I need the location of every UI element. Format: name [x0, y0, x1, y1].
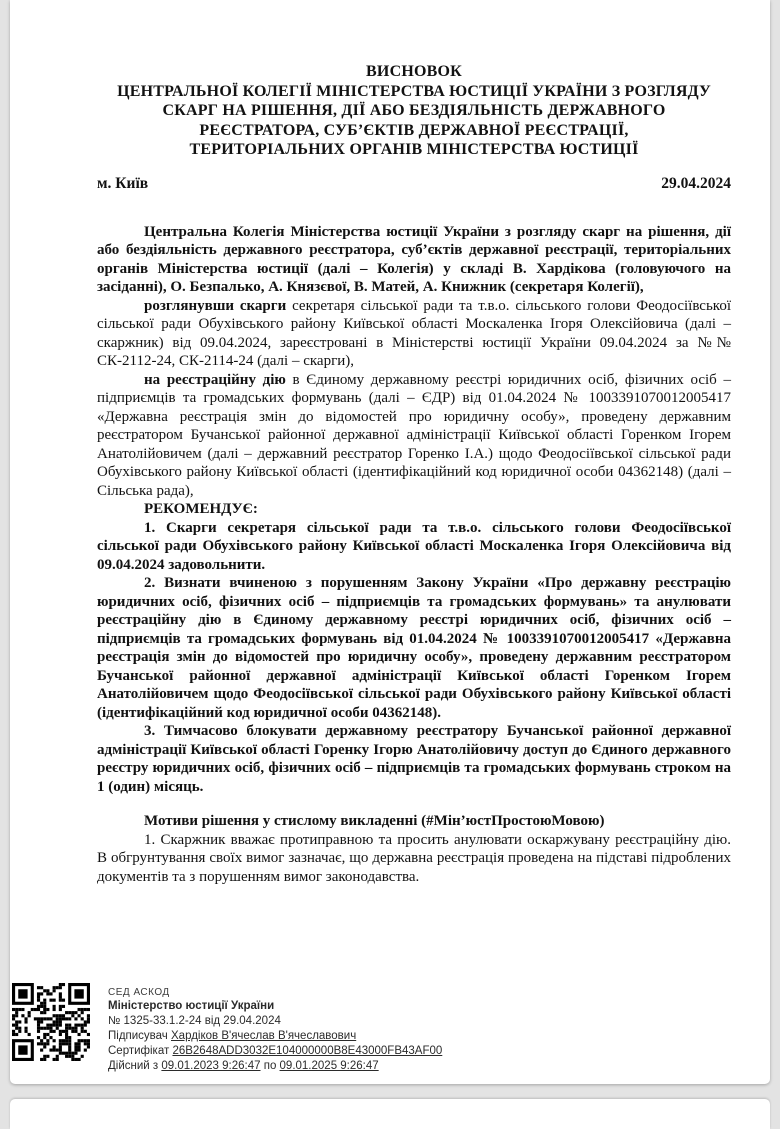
document-page	[10, 0, 770, 1084]
preamble-2-text: секретаря сільської ради та т.в.о. сільського голови Феодосіївської сільської ради Обухівського району Київської області Москаленка Ігоря Олексійовича (далі – скаржник) від 09.04.2024, зареєстровані в Міністерстві юстиції України 09.04.2024 за №№ СК-2112-24, СК-2114-24 (далі – скарги),	[97, 297, 732, 369]
document-body	[97, 223, 731, 887]
stamp-organization: Міністерство юстиції України	[108, 1000, 275, 1012]
document-title-line: СКАРГ НА РІШЕННЯ, ДІЇ АБО БЕЗДІЯЛЬНІСТЬ ДЕРЖАВНОГО	[162, 102, 666, 119]
signature-stamp	[12, 983, 442, 1074]
qr-code-icon	[12, 983, 90, 1061]
document-date: 29.04.2024	[661, 174, 731, 192]
document-place: м. Київ	[97, 174, 149, 192]
stamp-valid-from-label: Дійсний з	[108, 1060, 162, 1072]
preamble-3-lead: на реєстраційну дію	[144, 371, 286, 388]
document-title-line: ЦЕНТРАЛЬНОЇ КОЛЕГІЇ МІНІСТЕРСТВА ЮСТИЦІЇ УКРАЇНИ З РОЗГЛЯДУ	[117, 82, 711, 100]
resolution-heading: РЕКОМЕНДУЄ:	[144, 501, 258, 517]
stamp-cert-number: 26B2648ADD3032E104000000B8E43000FB43AF00	[172, 1045, 443, 1057]
document-title-line: РЕЄСТРАТОРА, СУБ’ЄКТІВ ДЕРЖАВНОЇ РЕЄСТРАЦІЇ,	[199, 121, 629, 139]
preamble-paragraph-3	[97, 371, 731, 501]
stamp-signer-label: Підписувач	[108, 1030, 171, 1042]
resolution-item-3: 3. Тимчасово блокувати державному реєстратору Бучанської районної державної адміністрації Київської області Горенку Ігорю Анатолійовичу доступ до Єдиного державного реєстру юридичних осіб, фізичних осіб – підприємців та громадських формувань строком на 1 (один) місяць.	[97, 723, 731, 795]
stamp-text-block	[108, 983, 442, 1074]
stamp-valid-from: 09.01.2023 9:26:47	[161, 1060, 261, 1072]
stamp-signer-name: Хардіков В'ячеслав В'ячеславович	[171, 1030, 357, 1042]
stamp-system-name: СЕД АСКОД	[108, 987, 170, 998]
preamble-3-text: в Єдиному державному реєстрі юридичних осіб, фізичних осіб – підприємців та громадських формувань (далі – ЄДР) від 01.04.2024 № 1003391070012005417 «Державна реєстрація змін до відомостей про юридичну особу», проведену державним реєстратором Бучанської районної державної адміністрації Київської області Горенком Ігорем Анатолійовичем (далі – державний реєстратор Горенко І.А.) щодо Феодосіївської сільської ради Обухівського району Київської області (ідентифікаційний код юридичної особи 04362148) (далі – Сільська рада),	[97, 371, 731, 499]
stamp-doc-number: № 1325-33.1.2-24 від 29.04.2024	[108, 1015, 281, 1027]
stamp-cert-label: Сертифікат	[108, 1045, 173, 1057]
stamp-valid-to: 09.01.2025 9:26:47	[279, 1060, 379, 1072]
stamp-signer-row	[108, 1029, 442, 1044]
preamble-paragraph-1: Центральна Колегія Міністерства юстиції України з розгляду скарг на рішення, дії або бездіяльність державного реєстратора, суб’єктів державної реєстрації, територіальних органів Міністерства юстиції (далі – Колегія) у складі В. Хардікова (головуючого на засіданні), О. Безпалько, А. Князєвої, В. Матей, А. Книжник (секретаря Колегії),	[97, 223, 731, 295]
stamp-valid-to-label: по	[260, 1060, 280, 1072]
place-date-row	[97, 175, 731, 193]
document-title-block	[97, 62, 731, 160]
document-title-line: ТЕРИТОРІАЛЬНИХ ОРГАНІВ МІНІСТЕРСТВА ЮСТИЦІЇ	[189, 141, 639, 158]
resolution-item-2: 2. Визнати вчиненою з порушенням Закону України «Про державну реєстрацію юридичних осіб, фізичних осіб – підприємців та громадських формувань» та анулювати реєстраційну дію в Єдиному державному реєстрі юридичних осіб, фізичних осіб – підприємців та громадських формувань від 01.04.2024 № 1003391070012005417 «Державна реєстрація змін до відомостей про юридичну особу», проведену державним реєстратором Бучанської районної державної адміністрації Київської області Горенком Ігорем Анатолійовичем щодо Феодосіївської сільської ради Обухівського району Київської області (ідентифікаційний код юридичної особи 04362148).	[97, 575, 731, 721]
preamble-2-lead: розглянувши скарги	[144, 297, 287, 314]
resolution-item-1: 1. Скарги секретаря сільської ради та т.в.о. сільського голови Феодосіївської сільської ради Обухівського району Київської області Москаленка Ігоря Олексійовича від 09.04.2024 задовольнити.	[97, 519, 731, 573]
preamble-paragraph-2	[97, 297, 731, 371]
motives-paragraph-1: 1. Скаржник вважає протиправною та просить анулювати оскаржувану реєстраційну дію. В обгрунтування своїх вимог зазначає, що державна реєстрація проведена на підставі підроблених документів та з порушенням вимог законодавства.	[97, 831, 731, 885]
motives-heading: Мотиви рішення у стислому викладенні (#Мін’юстПростоюМовою)	[144, 813, 605, 829]
document-content	[10, 0, 770, 886]
stamp-cert-row	[108, 1044, 442, 1059]
document-title: ВИСНОВОК	[366, 63, 462, 80]
stamp-validity-row	[108, 1059, 442, 1074]
